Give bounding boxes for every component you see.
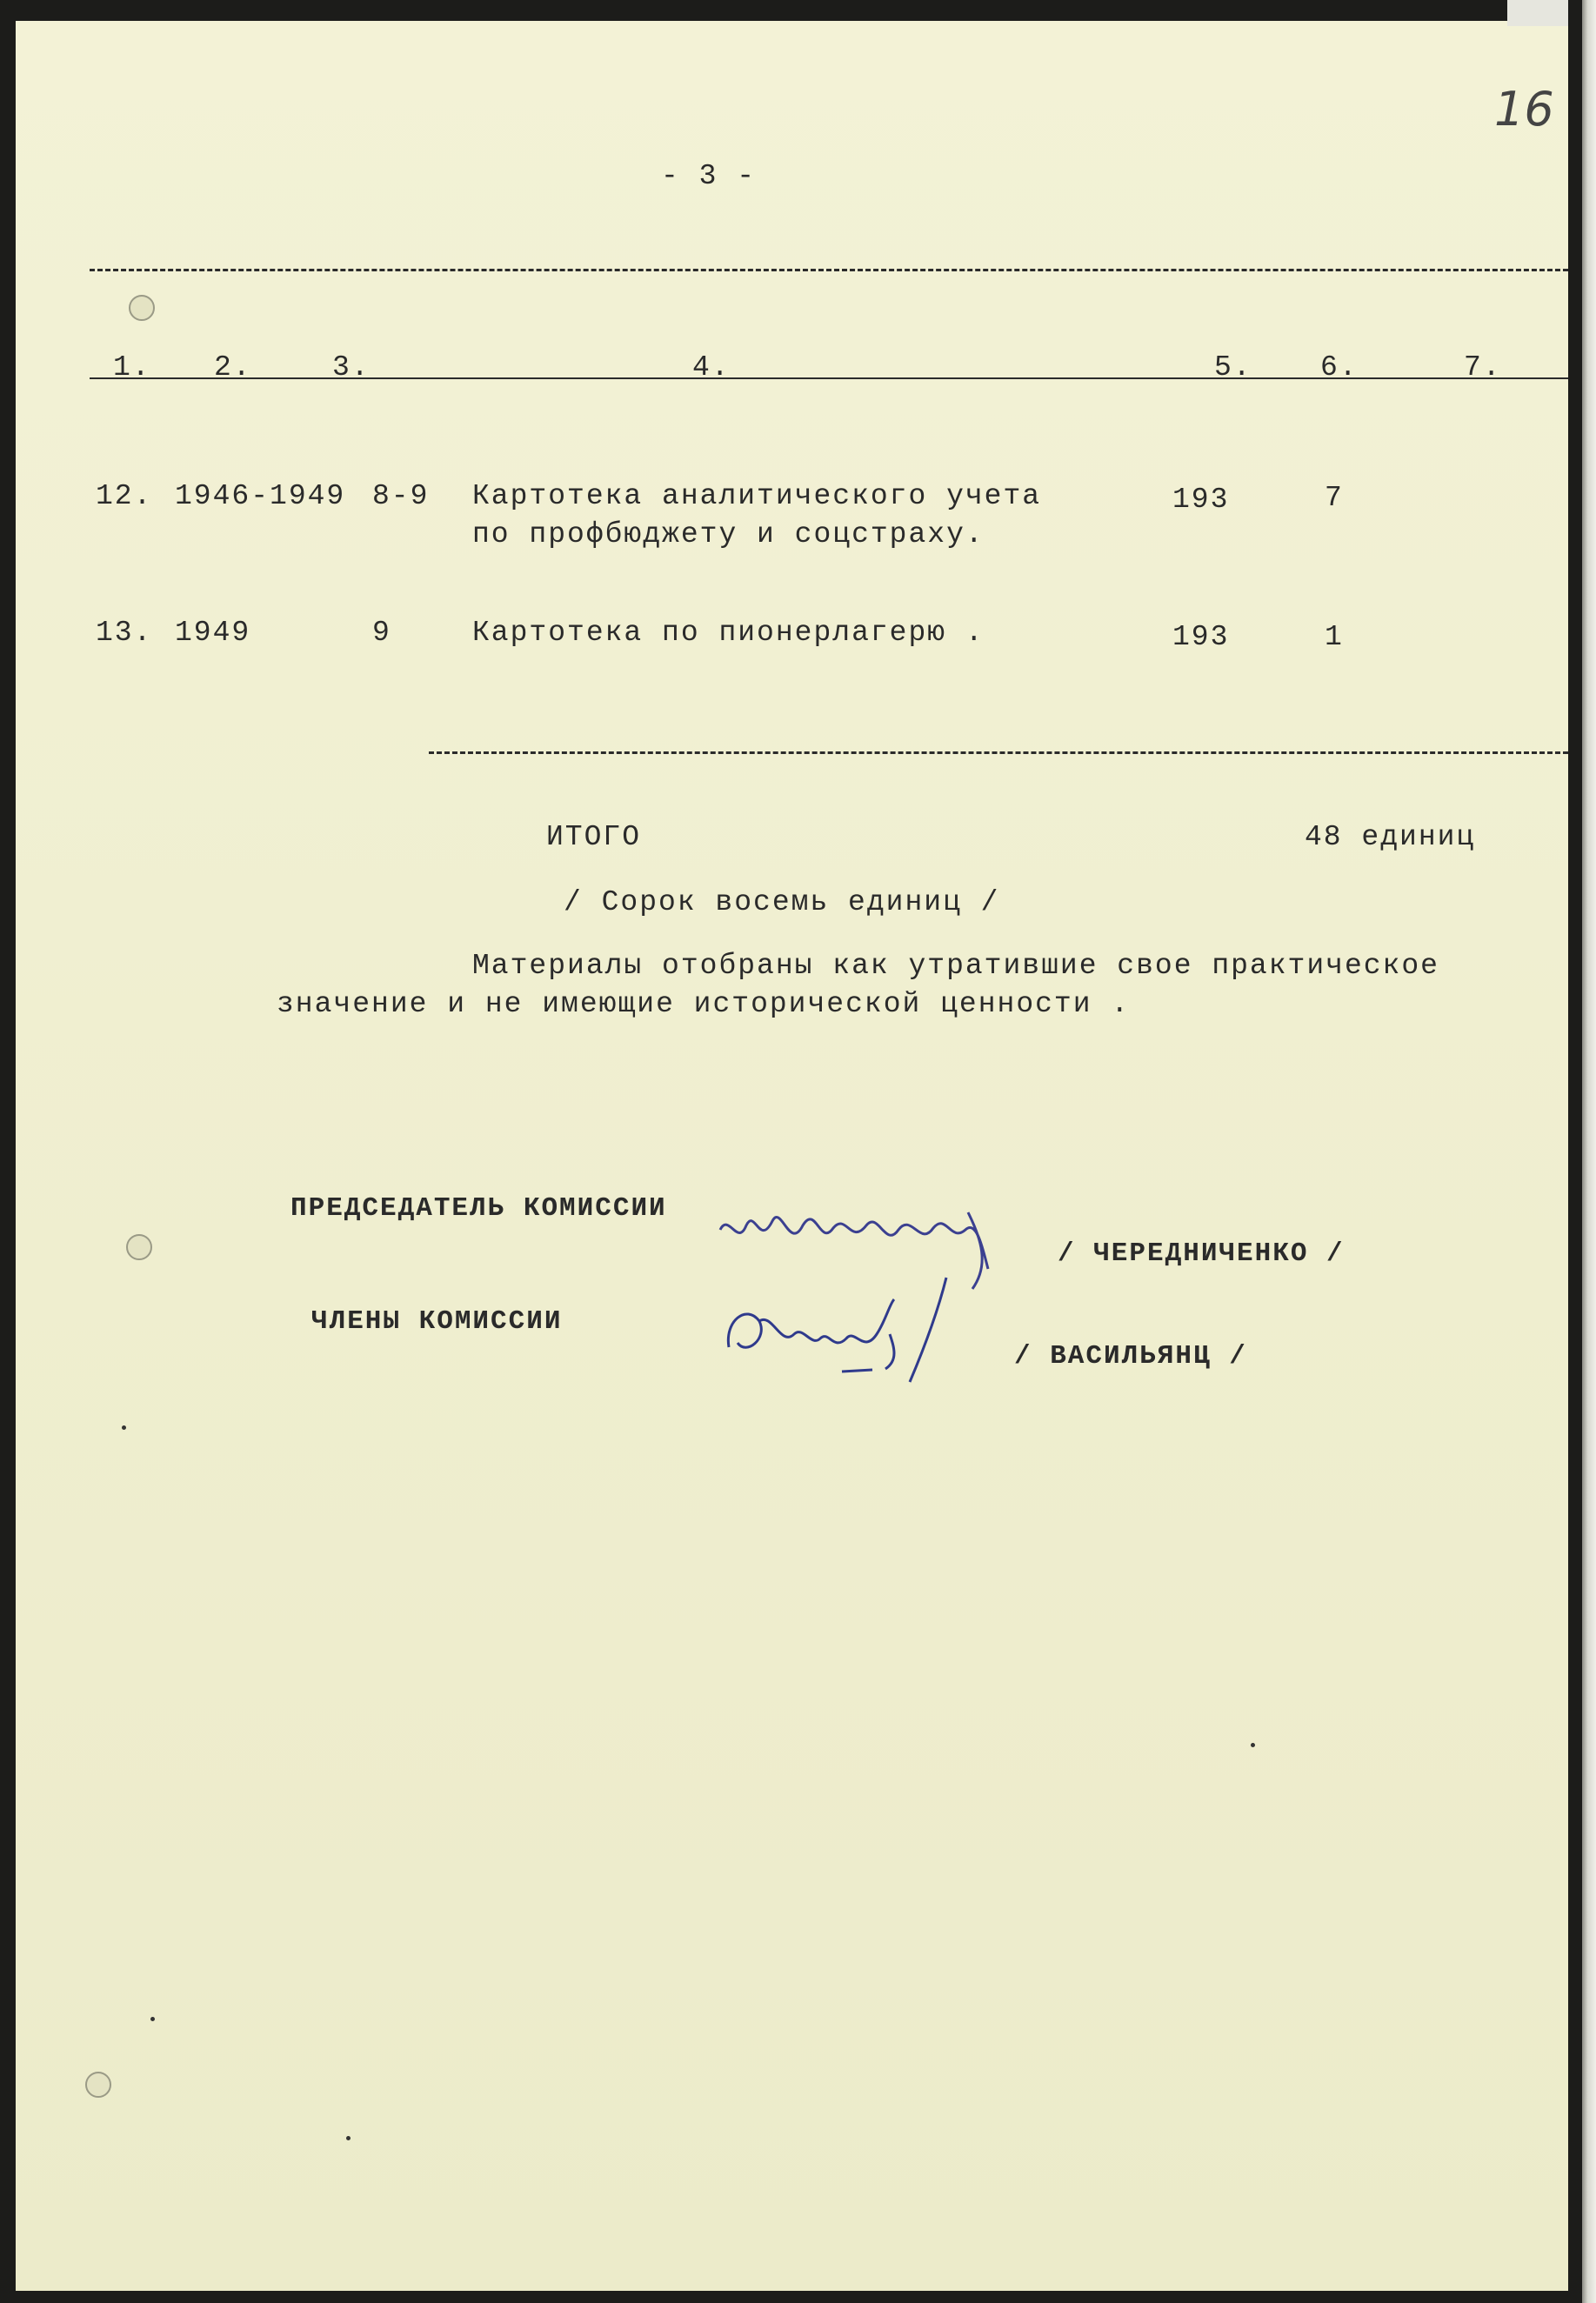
- column-header-4: 4.: [692, 351, 731, 384]
- total-value: 48 единиц: [1305, 821, 1476, 853]
- member-name: / ВАСИЛЬЯНЦ /: [1014, 1341, 1247, 1372]
- row-col5: 193: [1172, 484, 1230, 516]
- binder-hole: [129, 295, 155, 321]
- binder-hole: [85, 2072, 111, 2098]
- total-label: ИТОГО: [546, 821, 642, 853]
- row-col6: 1: [1325, 621, 1344, 653]
- note-line2: значение и не имеющие исторической ценности .: [277, 988, 1131, 1020]
- total-in-words: / Сорок восемь единиц /: [564, 886, 1000, 918]
- column-header-7: 7.: [1464, 351, 1502, 384]
- chair-label: ПРЕДСЕДАТЕЛЬ КОМИССИИ: [290, 1193, 667, 1224]
- column-header-3: 3.: [332, 351, 371, 384]
- note-line1: Материалы отобраны как утратившие свое практическое: [472, 950, 1439, 982]
- column-header-5: 5.: [1214, 351, 1252, 384]
- row-col5: 193: [1172, 621, 1230, 653]
- table-top-rule: [90, 269, 1568, 271]
- row-number: 12.: [96, 480, 153, 512]
- row-col6: 7: [1325, 482, 1344, 514]
- row-months: 9: [372, 617, 391, 649]
- row-years: 1949: [175, 617, 251, 649]
- chair-signature: [711, 1186, 1042, 1291]
- document-page: [16, 21, 1568, 2291]
- paper-speck: [346, 2136, 351, 2140]
- paper-speck: [1251, 1743, 1255, 1747]
- member-signature: [711, 1286, 955, 1382]
- table-bottom-rule: [429, 751, 1568, 754]
- row-months: 8-9: [372, 480, 430, 512]
- row-title-line1: Картотека по пионерлагерю .: [472, 617, 985, 649]
- paper-speck: [122, 1425, 126, 1430]
- row-title-line2: по профбюджету и соцстраху.: [472, 518, 985, 551]
- page-edge-tab: [1507, 0, 1568, 26]
- row-years: 1946-1949: [175, 480, 346, 512]
- column-header-2: 2.: [214, 351, 252, 384]
- members-label: ЧЛЕНЫ КОМИССИИ: [311, 1306, 563, 1337]
- row-number: 13.: [96, 617, 153, 649]
- page-number: - 3 -: [661, 160, 757, 192]
- paper-speck: [150, 2017, 155, 2021]
- table-header-rule: [90, 377, 1568, 379]
- column-header-1: 1.: [113, 351, 151, 384]
- row-title-line1: Картотека аналитического учета: [472, 480, 1042, 512]
- column-header-6: 6.: [1320, 351, 1359, 384]
- chair-name: / ЧЕРЕДНИЧЕНКО /: [1058, 1238, 1345, 1269]
- archive-sheet-number: 16: [1494, 82, 1554, 137]
- binder-hole: [126, 1234, 152, 1260]
- page-edge: [1582, 0, 1596, 2303]
